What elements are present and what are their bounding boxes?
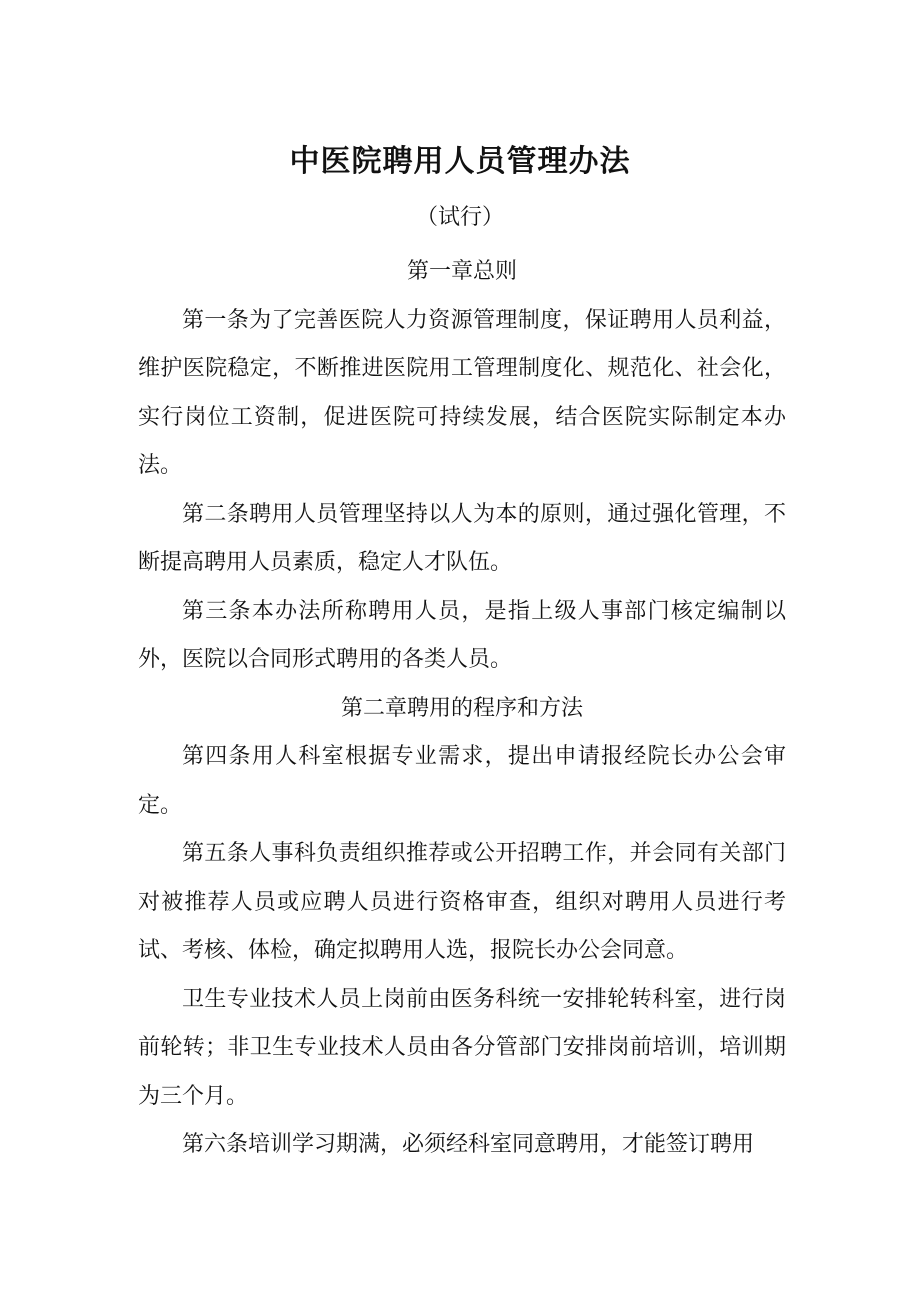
document-subtitle: （试行） — [415, 205, 504, 230]
chapter-heading: 第一章总则 — [406, 259, 517, 284]
document-title: 中医院聘用人员管理办法 — [289, 144, 631, 179]
chapter-heading: 第二章聘用的程序和方法 — [340, 695, 583, 721]
article-paragraph: 第三条本办法所称聘用人员，是指上级人事部门核定编制以外，医院以合同形式聘用的各类人员。 — [138, 598, 786, 672]
article-paragraph: 第二条聘用人员管理坚持以人为本的原则，通过强化管理，不断提高聘用人员素质，稳定人才队伍。 — [138, 501, 786, 575]
article-paragraph: 第六条培训学习期满，必须经科室同意聘用，才能签订聘用 — [182, 1132, 755, 1157]
document-body — [138, 248, 786, 1170]
article-paragraph: 卫生专业技术人员上岗前由医务科统一安排轮转科室，进行岗前轮转；非卫生专业技术人员由各分管部门安排岗前培训，培训期为三个月。 — [138, 986, 786, 1109]
article-paragraph: 第四条用人科室根据专业需求，提出申请报经院长办公会审定。 — [138, 744, 786, 818]
article-paragraph: 第五条人事科负责组织推荐或公开招聘工作，并会同有关部门对被推荐人员或应聘人员进行资格审查，组织对聘用人员进行考试、考核、体检，确定拟聘用人选，报院长办公会同意。 — [138, 841, 786, 963]
article-paragraph: 第一条为了完善医院人力资源管理制度，保证聘用人员利益，维护医院稳定，不断推进医院用工管理制度化、规范化、社会化，实行岗位工资制，促进医院可持续发展，结合医院实际制定本办法。 — [138, 307, 786, 478]
